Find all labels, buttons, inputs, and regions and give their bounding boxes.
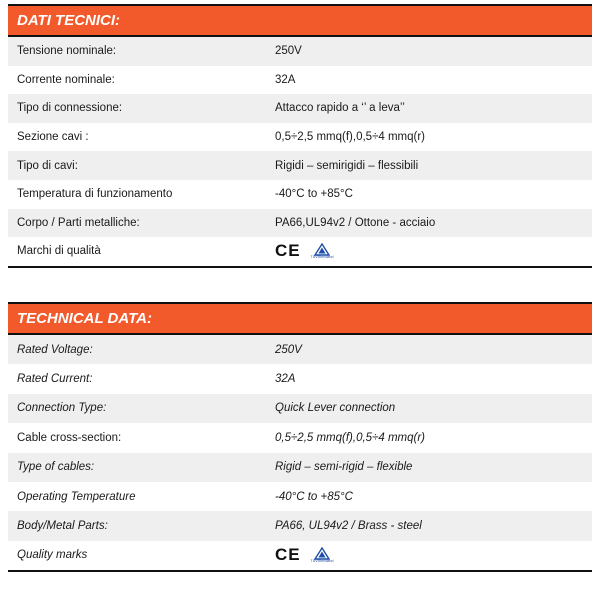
- spec-label: Corpo / Parti metalliche:: [17, 216, 140, 229]
- spec-label: Corrente nominale:: [17, 73, 115, 86]
- spec-label: Type of cables:: [17, 461, 95, 474]
- spec-label: Operating Temperature: [17, 490, 136, 503]
- spec-label: Rated Voltage:: [17, 343, 93, 356]
- spec-label: Sezione cavi :: [17, 131, 89, 144]
- spec-row: [8, 123, 592, 152]
- spec-row: [8, 180, 592, 209]
- tuv-label: TÜVRheinland: [310, 255, 334, 260]
- spec-label: Body/Metal Parts:: [17, 520, 108, 533]
- spec-row: [8, 511, 592, 540]
- spec-row: [8, 94, 592, 123]
- spec-value: 250V: [275, 343, 302, 356]
- spec-label: Connection Type:: [17, 402, 107, 415]
- spec-row: [8, 364, 592, 393]
- italian-header: DATI TECNICI:: [8, 4, 592, 37]
- spec-value: PA66,UL94v2 / Ottone - acciaio: [275, 216, 436, 229]
- ce-mark-icon: CE: [275, 241, 301, 261]
- spec-label: Tipo di cavi:: [17, 159, 78, 172]
- spec-row: [8, 423, 592, 452]
- spec-value: 32A: [275, 373, 296, 386]
- quality-marks: [275, 545, 592, 565]
- spec-row: [8, 151, 592, 180]
- english-header: TECHNICAL DATA:: [8, 302, 592, 335]
- spec-row: [8, 482, 592, 511]
- tuv-triangle-icon: [311, 243, 334, 260]
- spec-row: [8, 394, 592, 423]
- spec-value: 250V: [275, 45, 302, 58]
- spec-row: [8, 453, 592, 482]
- spec-value: -40°C to +85°C: [275, 490, 353, 503]
- english-data-sheet: [8, 302, 592, 572]
- spec-value: Attacco rapido a ‘’ a leva’’: [275, 102, 405, 115]
- spec-label: Quality marks: [17, 549, 88, 562]
- tuv-triangle-icon: [311, 547, 334, 564]
- spec-value: 32A: [275, 73, 296, 86]
- spec-value: Quick Lever connection: [275, 402, 396, 415]
- spec-row: [8, 335, 592, 364]
- spec-value: Rigid – semi-rigid – flexible: [275, 461, 413, 474]
- spec-value: 0,5÷2,5 mmq(f),0,5÷4 mmq(r): [275, 431, 426, 444]
- spec-row: [8, 37, 592, 66]
- spec-label: Marchi di qualità: [17, 245, 101, 258]
- spec-label: Temperatura di funzionamento: [17, 188, 173, 201]
- ce-mark-icon: CE: [275, 545, 301, 565]
- spec-label: Tipo di connessione:: [17, 102, 123, 115]
- spec-row: [8, 66, 592, 95]
- spec-row: [8, 541, 592, 570]
- spec-row: [8, 237, 592, 266]
- spec-row: [8, 209, 592, 238]
- spec-label: Rated Current:: [17, 373, 93, 386]
- spec-value: Rigidi – semirigidi – flessibili: [275, 159, 419, 172]
- spec-label: Tensione nominale:: [17, 45, 117, 58]
- spec-label: Cable cross-section:: [17, 431, 122, 444]
- quality-marks: [275, 241, 592, 261]
- tuv-label: TÜVRheinland: [310, 559, 334, 564]
- spec-value: PA66, UL94v2 / Brass - steel: [275, 520, 422, 533]
- spec-value: 0,5÷2,5 mmq(f),0,5÷4 mmq(r): [275, 131, 426, 144]
- spec-value: -40°C to +85°C: [275, 188, 353, 201]
- italian-data-sheet: [8, 4, 592, 268]
